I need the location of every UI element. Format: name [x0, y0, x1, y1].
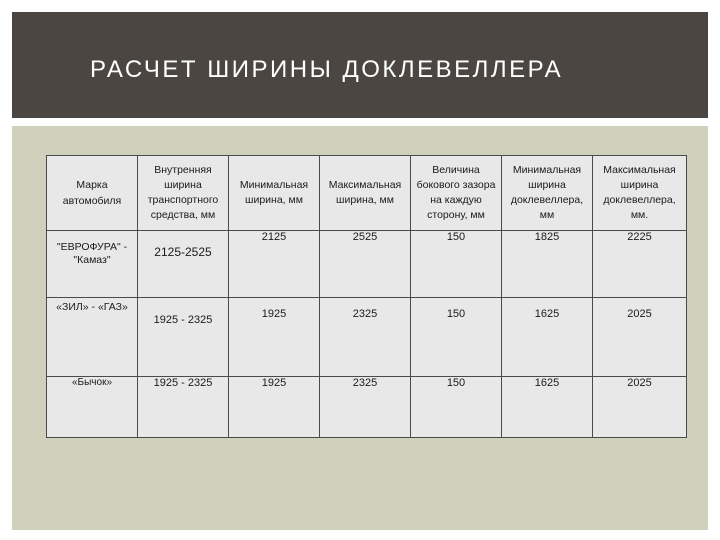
- table-cell: 150: [411, 298, 502, 377]
- table-cell: "ЕВРОФУРА" - "Камаз": [47, 231, 138, 298]
- table-cell: 1625: [502, 377, 593, 438]
- table-cell: 1925 - 2325: [138, 298, 229, 377]
- header-cell: Внутренняя ширина транспортного средства, мм: [138, 156, 229, 231]
- table-cell: «Бычок»: [47, 377, 138, 438]
- table-row: [47, 298, 687, 377]
- header-cell: Максимальная ширина, мм: [320, 156, 411, 231]
- table-cell: 2125: [229, 231, 320, 298]
- table-cell: 150: [411, 231, 502, 298]
- table-cell: «ЗИЛ» - «ГАЗ»: [47, 298, 138, 377]
- table-cell: 150: [411, 377, 502, 438]
- table-cell: 2125-2525: [138, 231, 229, 298]
- table-cell: 1925 - 2325: [138, 377, 229, 438]
- header-cell: Максимальная ширина доклевеллера, мм.: [593, 156, 687, 231]
- slide-title: РАСЧЕТ ШИРИНЫ ДОКЛЕВЕЛЛЕРА: [90, 56, 564, 83]
- table-cell: 2225: [593, 231, 687, 298]
- table-cell: 2025: [593, 298, 687, 377]
- table-header-row: [47, 156, 687, 231]
- table-cell: 1925: [229, 377, 320, 438]
- table-cell: 1925: [229, 298, 320, 377]
- table-cell: 2525: [320, 231, 411, 298]
- header-cell: Минимальная ширина доклевеллера, мм: [502, 156, 593, 231]
- table-cell: 2025: [593, 377, 687, 438]
- table-row: [47, 377, 687, 438]
- table-cell: 1825: [502, 231, 593, 298]
- docleveller-table: [46, 155, 687, 438]
- table-cell: 2325: [320, 377, 411, 438]
- header-cell: Величина бокового зазора на каждую сторону, мм: [411, 156, 502, 231]
- header-cell: Минимальная ширина, мм: [229, 156, 320, 231]
- header-cell: Марка автомобиля: [47, 156, 138, 231]
- table-row: [47, 231, 687, 298]
- table-cell: 1625: [502, 298, 593, 377]
- table-cell: 2325: [320, 298, 411, 377]
